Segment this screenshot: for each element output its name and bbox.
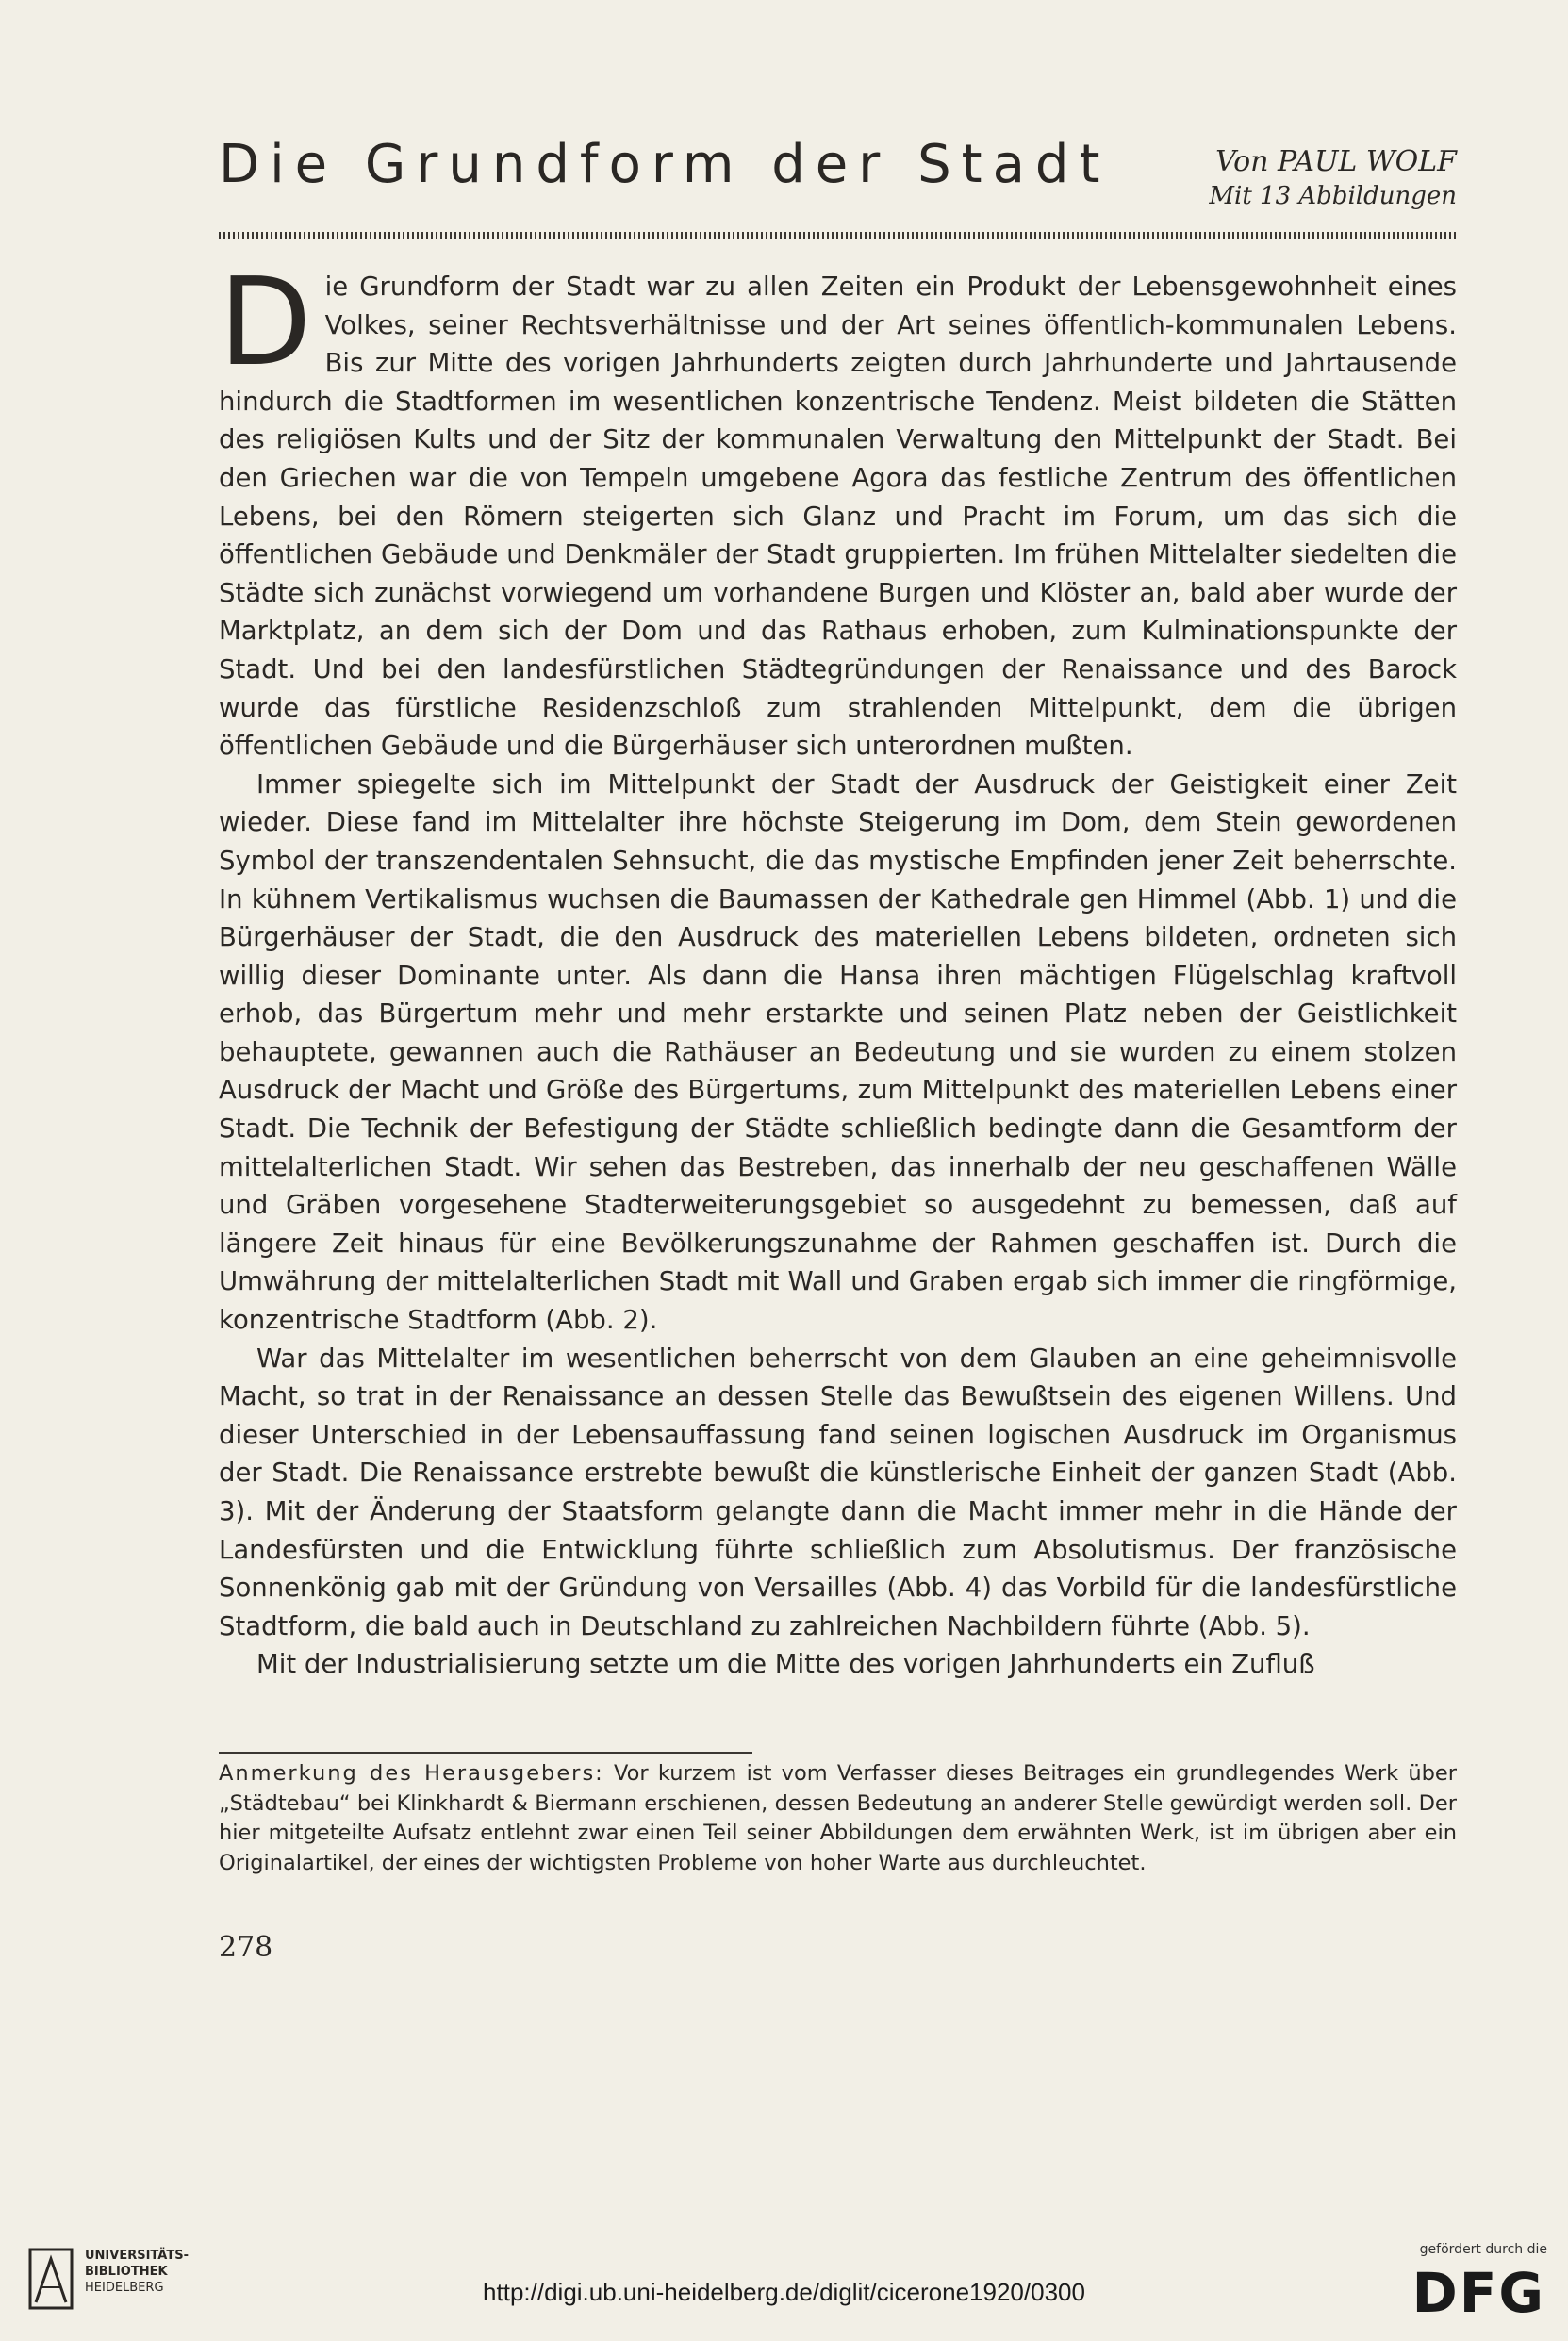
paragraph-3: War das Mittelalter im wesentlichen beherrscht von dem Glauben an eine geheimnisvolle Macht, so trat in der Renaissance an dessen Stelle das Bewußtsein des eigenen Willens. Und dieser Unterschied in der Lebensauffassung fand seinen logischen Ausdruck im Organismus der Stadt. Die Renaissance erstrebte bewußt die künstlerische Einheit der ganzen Stadt (Abb. 3). Mit der Änderung der Staatsform gelangte dann die Macht immer mehr in die Hände der Landesfürsten und die Entwicklung führte schließlich zum Absolutismus. Der französische Sonnenkönig gab mit der Gründung von Versailles (Abb. 4) das Vorbild für die landesfürstliche Stadtform, die bald auch in Deutschland zu zahlreichen Nachbildern führte (Abb. 5). bbox=[219, 1343, 1457, 1641]
illustration-count: Mit 13 Abbildungen bbox=[1209, 182, 1457, 210]
paragraph-1-text: ie Grundform der Stadt war zu allen Zeiten ein Produkt der Lebensgewohnheit eines Volkes, seiner Rechtsverhältnisse und der Art seines öffentlich-kommunalen Lebens. Bis zur Mitte des vorigen Jahrhunderts zeigten durch Jahrhunderte und Jahrtausende hindurch die Stadtformen im wesentlichen konzentrische Tendenz. Meist bildeten die Stätten des religiösen Kults und der Sitz der kommunalen Verwaltung den Mittelpunkt der Stadt. Bei den Griechen war die von Tempeln umgebene Agora das festliche Zentrum des öffentlichen Lebens, bei den Römern steigerten sich Glanz und Pracht im Forum, um das sich die öffentlichen Gebäude und Denkmäler der Stadt gruppierten. Im frühen Mittelalter siedelten die Städte sich zunächst vorwiegend um vorhandene Burgen und Klöster an, bald aber wurde der Marktplatz, an dem sich der Dom und das Rathaus erhoben, zum Kulminationspunkte der Stadt. Und bei den landesfürstlichen Städtegründungen der Renaissance und des Barock wurde das fürstliche Residenzschloß zum strahlenden Mittelpunkt, dem die übrigen öffentlichen Gebäude und die Bürgerhäuser sich unterordnen mußten. bbox=[219, 272, 1457, 762]
paragraph-4: Mit der Industrialisierung setzte um die Mitte des vorigen Jahrhunderts ein Zufluß bbox=[256, 1649, 1315, 1680]
byline bbox=[1209, 145, 1457, 213]
title-rule bbox=[219, 232, 1457, 239]
funding-caption: gefördert durch die bbox=[1419, 2242, 1547, 2257]
library-name-line1: UNIVERSITÄTS- bbox=[85, 2249, 189, 2263]
footnote-text: Vor kurzem ist vom Verfasser dieses Beitrages ein grundlegendes Werk über „Städtebau“ bei Klinkhardt & Biermann erschienen, dessen Bedeutung an anderer Stelle gewürdigt werden soll. Der hier mitgeteilte Aufsatz entlehnt zwar einen Teil seiner Abbildungen dem erwähnten Werk, ist im übrigen aber ein Originalartikel, der eines der wichtigsten Probleme von hoher Warte aus durchleuchtet. bbox=[219, 1761, 1458, 1875]
library-name-line3: HEIDELBERG bbox=[85, 2281, 164, 2295]
author-name: Von PAUL WOLF bbox=[1215, 145, 1457, 178]
article-title: Die Grundform der Stadt bbox=[219, 134, 1111, 195]
dfg-logo[interactable]: DFG bbox=[1411, 2261, 1545, 2325]
paragraph-2: Immer spiegelte sich im Mittelpunkt der Stadt der Ausdruck der Geistigkeit einer Zeit wieder. Diese fand im Mittelalter ihre höchste Steigerung im Dom, dem Stein gewordenen Symbol der transzendentalen Sehnsucht, die das mystische Empfinden jener Zeit beherrschte. In kühnem Vertikalismus wuchsen die Baumassen der Kathedrale gen Himmel (Abb. 1) und die Bürgerhäuser der Stadt, die den Ausdruck des materiellen Lebens bildeten, ordneten sich willig dieser Dominante unter. Als dann die Hansa ihren mächtigen Flügelschlag kraftvoll erhob, das Bürgertum mehr und mehr erstarkte und seinen Platz neben der Geistlichkeit behauptete, gewannen auch die Rathäuser an Bedeutung und sie wurden zu einem stolzen Ausdruck der Macht und Größe des Bürgertums, zum Mittelpunkt des materiellen Lebens einer Stadt. Die Technik der Befestigung der Städte schließlich bedingte dann die Gesamtform der mittelalterlichen Stadt. Wir sehen das Bestreben, das innerhalb der neu geschaffenen Wälle und Gräben vorgesehene Stadterweiterungsgebiet so ausgedehnt zu bemessen, daß auf längere Zeit hinaus für eine Bevölkerungszunahme der Rahmen geschaffen ist. Durch die Umwährung der mittelalterlichen Stadt mit Wall und Graben ergab sich immer die ringförmige, konzentrische Stadtform (Abb. 2). bbox=[219, 768, 1457, 1336]
article-body bbox=[219, 253, 1457, 1684]
footnote-lead: Anmerkung des Herausgebers: bbox=[219, 1761, 604, 1786]
paragraph-1 bbox=[219, 253, 1457, 766]
footnote-rule bbox=[219, 1752, 752, 1754]
footnote bbox=[219, 1759, 1457, 1878]
drop-cap: D bbox=[219, 253, 312, 393]
source-url-link[interactable]: http://digi.ub.uni-heidelberg.de/diglit/cicerone1920/0300 bbox=[483, 2278, 1085, 2306]
page-number: 278 bbox=[219, 1931, 273, 1964]
library-name-line2: BIBLIOTHEK bbox=[85, 2265, 168, 2279]
